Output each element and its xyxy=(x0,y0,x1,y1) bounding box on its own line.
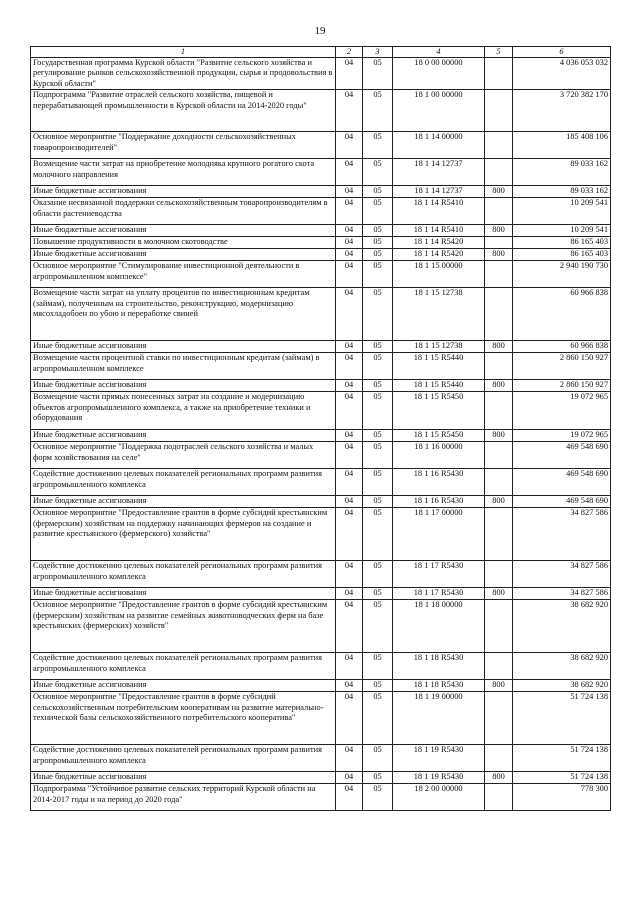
row-section: 04 xyxy=(336,186,363,198)
row-target-code: 18 1 17 R5430 xyxy=(393,561,485,588)
row-section: 04 xyxy=(336,588,363,600)
row-amount: 19 072 965 xyxy=(513,392,611,430)
row-target-code: 18 1 18 00000 xyxy=(393,600,485,653)
row-subsection: 05 xyxy=(363,90,393,132)
row-section: 04 xyxy=(336,772,363,784)
row-target-code: 18 1 16 00000 xyxy=(393,442,485,469)
table-row xyxy=(31,442,611,469)
row-expense-type: 800 xyxy=(485,588,513,600)
row-amount: 2 860 150 927 xyxy=(513,380,611,392)
row-subsection: 05 xyxy=(363,600,393,653)
row-expense-type xyxy=(485,90,513,132)
row-amount: 89 033 162 xyxy=(513,186,611,198)
row-section: 04 xyxy=(336,90,363,132)
row-amount: 51 724 138 xyxy=(513,692,611,745)
row-subsection: 05 xyxy=(363,237,393,249)
table-row xyxy=(31,469,611,496)
table-row xyxy=(31,249,611,261)
row-section: 04 xyxy=(336,353,363,380)
row-expense-type xyxy=(485,600,513,653)
row-subsection: 05 xyxy=(363,341,393,353)
row-expense-type: 800 xyxy=(485,680,513,692)
row-subsection: 05 xyxy=(363,261,393,288)
row-expense-type xyxy=(485,159,513,186)
row-target-code: 18 1 18 R5430 xyxy=(393,653,485,680)
row-subsection: 05 xyxy=(363,745,393,772)
row-target-code: 18 1 14 R5420 xyxy=(393,249,485,261)
row-amount: 2 860 150 927 xyxy=(513,353,611,380)
row-section: 04 xyxy=(336,237,363,249)
row-amount: 60 966 838 xyxy=(513,341,611,353)
row-target-code: 18 2 00 00000 xyxy=(393,784,485,811)
row-target-code: 18 1 14 R5410 xyxy=(393,198,485,225)
table-row xyxy=(31,58,611,90)
row-name: Иные бюджетные ассигнования xyxy=(31,341,336,353)
row-target-code: 18 1 15 R5450 xyxy=(393,392,485,430)
row-subsection: 05 xyxy=(363,442,393,469)
table-row xyxy=(31,237,611,249)
table-row xyxy=(31,588,611,600)
row-amount: 51 724 138 xyxy=(513,772,611,784)
row-name: Возмещение части прямых понесенных затрат на создание и модернизацию объектов агропромышленного комплекса, а также на приобретение техники и оборудования xyxy=(31,392,336,430)
page-number: 19 xyxy=(314,25,326,37)
row-expense-type xyxy=(485,442,513,469)
row-subsection: 05 xyxy=(363,159,393,186)
col-header-target-code: 4 xyxy=(393,47,485,58)
row-target-code: 18 1 14 R5410 xyxy=(393,225,485,237)
row-amount: 38 682 920 xyxy=(513,680,611,692)
row-target-code: 18 1 17 00000 xyxy=(393,508,485,561)
row-section: 04 xyxy=(336,442,363,469)
row-section: 04 xyxy=(336,132,363,159)
row-amount: 469 548 690 xyxy=(513,442,611,469)
row-name: Основное мероприятие "Поддержание доходности сельскохозяйственных товаропроизводителей" xyxy=(31,132,336,159)
row-subsection: 05 xyxy=(363,496,393,508)
row-amount: 469 548 690 xyxy=(513,469,611,496)
row-amount: 469 548 690 xyxy=(513,496,611,508)
budget-table xyxy=(30,46,611,811)
row-amount: 10 209 541 xyxy=(513,198,611,225)
header-row xyxy=(31,47,611,58)
col-header-amount: 6 xyxy=(513,47,611,58)
row-subsection: 05 xyxy=(363,561,393,588)
row-section: 04 xyxy=(336,745,363,772)
table-row xyxy=(31,392,611,430)
table-row xyxy=(31,90,611,132)
table-row xyxy=(31,132,611,159)
row-section: 04 xyxy=(336,430,363,442)
row-target-code: 18 1 15 00000 xyxy=(393,261,485,288)
row-expense-type xyxy=(485,237,513,249)
row-name: Основное мероприятие "Стимулирование инвестиционной деятельности в агропромышленном комплексе" xyxy=(31,261,336,288)
row-section: 04 xyxy=(336,496,363,508)
row-name: Содействие достижению целевых показателей региональных программ развития агропромышленного комплекса xyxy=(31,745,336,772)
row-section: 04 xyxy=(336,341,363,353)
row-section: 04 xyxy=(336,159,363,186)
table-row xyxy=(31,225,611,237)
row-target-code: 18 1 14 R5420 xyxy=(393,237,485,249)
row-subsection: 05 xyxy=(363,653,393,680)
row-section: 04 xyxy=(336,288,363,341)
row-name: Содействие достижению целевых показателей региональных программ развития агропромышленного комплекса xyxy=(31,653,336,680)
row-target-code: 18 1 15 R5440 xyxy=(393,380,485,392)
row-section: 04 xyxy=(336,600,363,653)
row-section: 04 xyxy=(336,198,363,225)
row-expense-type xyxy=(485,353,513,380)
table-row xyxy=(31,261,611,288)
row-amount: 60 966 838 xyxy=(513,288,611,341)
row-subsection: 05 xyxy=(363,380,393,392)
row-expense-type: 800 xyxy=(485,186,513,198)
row-name: Содействие достижению целевых показателей региональных программ развития агропромышленного комплекса xyxy=(31,469,336,496)
table-row xyxy=(31,561,611,588)
row-name: Основное мероприятие "Предоставление грантов в форме субсидий крестьянским (фермерским) хозяйствам на поддержку начинающих фермеров на создание и развитие крестьянского (фермерского) хозяйства" xyxy=(31,508,336,561)
row-target-code: 18 1 14 00000 xyxy=(393,132,485,159)
row-subsection: 05 xyxy=(363,692,393,745)
row-expense-type xyxy=(485,745,513,772)
row-amount: 3 720 382 170 xyxy=(513,90,611,132)
row-section: 04 xyxy=(336,680,363,692)
row-amount: 86 165 403 xyxy=(513,237,611,249)
row-expense-type xyxy=(485,288,513,341)
row-name: Иные бюджетные ассигнования xyxy=(31,772,336,784)
row-target-code: 18 1 16 R5430 xyxy=(393,496,485,508)
table-row xyxy=(31,430,611,442)
row-expense-type xyxy=(485,198,513,225)
row-expense-type: 800 xyxy=(485,496,513,508)
row-section: 04 xyxy=(336,508,363,561)
row-expense-type xyxy=(485,58,513,90)
row-subsection: 05 xyxy=(363,392,393,430)
row-target-code: 18 0 00 00000 xyxy=(393,58,485,90)
row-amount: 10 209 541 xyxy=(513,225,611,237)
row-amount: 34 827 586 xyxy=(513,588,611,600)
row-amount: 34 827 586 xyxy=(513,561,611,588)
row-expense-type: 800 xyxy=(485,772,513,784)
row-section: 04 xyxy=(336,261,363,288)
row-target-code: 18 1 18 R5430 xyxy=(393,680,485,692)
row-subsection: 05 xyxy=(363,588,393,600)
table-row xyxy=(31,186,611,198)
row-subsection: 05 xyxy=(363,430,393,442)
row-target-code: 18 1 19 R5430 xyxy=(393,745,485,772)
row-name: Основное мероприятие "Предоставление грантов в форме субсидий сельскохозяйственным потребительским кооперативам на развитие материально-технической базы сельскохозяйственного потребительского кооператива" xyxy=(31,692,336,745)
row-amount: 86 165 403 xyxy=(513,249,611,261)
table-row xyxy=(31,508,611,561)
col-header-expense-type: 5 xyxy=(485,47,513,58)
row-amount: 38 682 920 xyxy=(513,600,611,653)
row-section: 04 xyxy=(336,249,363,261)
row-amount: 34 827 586 xyxy=(513,508,611,561)
row-name: Иные бюджетные ассигнования xyxy=(31,225,336,237)
row-expense-type xyxy=(485,508,513,561)
table-row xyxy=(31,288,611,341)
row-section: 04 xyxy=(336,225,363,237)
row-name: Подпрограмма "Развитие отраслей сельского хозяйства, пищевой и перерабатывающей промышленности в Курской области на 2014-2020 годы" xyxy=(31,90,336,132)
row-section: 04 xyxy=(336,561,363,588)
row-expense-type: 800 xyxy=(485,249,513,261)
row-name: Иные бюджетные ассигнования xyxy=(31,249,336,261)
col-header-section: 2 xyxy=(336,47,363,58)
row-section: 04 xyxy=(336,784,363,811)
row-name: Содействие достижению целевых показателей региональных программ развития агропромышленного комплекса xyxy=(31,561,336,588)
table-row xyxy=(31,159,611,186)
row-target-code: 18 1 14 12737 xyxy=(393,186,485,198)
row-name: Основное мероприятие "Поддержка подотраслей сельского хозяйства и малых форм хозяйствования на селе" xyxy=(31,442,336,469)
row-name: Возмещение части затрат на приобретение молодняка крупного рогатого скота молочного направления xyxy=(31,159,336,186)
row-amount: 51 724 138 xyxy=(513,745,611,772)
row-expense-type xyxy=(485,261,513,288)
row-name: Иные бюджетные ассигнования xyxy=(31,380,336,392)
row-subsection: 05 xyxy=(363,353,393,380)
row-amount: 38 682 920 xyxy=(513,653,611,680)
row-subsection: 05 xyxy=(363,186,393,198)
row-section: 04 xyxy=(336,469,363,496)
row-name: Основное мероприятие "Предоставление грантов в форме субсидий крестьянским (фермерским) хозяйствам на развитие семейных животноводческих ферм на базе крестьянских (фермерских) хозяйств" xyxy=(31,600,336,653)
row-amount: 185 408 106 xyxy=(513,132,611,159)
row-name: Иные бюджетные ассигнования xyxy=(31,186,336,198)
table-row xyxy=(31,772,611,784)
row-amount: 19 072 965 xyxy=(513,430,611,442)
row-section: 04 xyxy=(336,380,363,392)
row-expense-type xyxy=(485,561,513,588)
row-subsection: 05 xyxy=(363,225,393,237)
row-target-code: 18 1 17 R5430 xyxy=(393,588,485,600)
row-section: 04 xyxy=(336,653,363,680)
row-amount: 2 940 190 730 xyxy=(513,261,611,288)
table-row xyxy=(31,353,611,380)
row-name: Возмещение части затрат на уплату процентов по инвестиционным кредитам (займам), полученным на строительство, реконструкцию, модернизацию мясохладобоен по убою и переработке свиней xyxy=(31,288,336,341)
table-row xyxy=(31,496,611,508)
col-header-subsection: 3 xyxy=(363,47,393,58)
table-row xyxy=(31,380,611,392)
table-row xyxy=(31,653,611,680)
table-row xyxy=(31,692,611,745)
row-amount: 4 036 053 032 xyxy=(513,58,611,90)
table-row xyxy=(31,341,611,353)
row-expense-type: 800 xyxy=(485,380,513,392)
row-name: Иные бюджетные ассигнования xyxy=(31,680,336,692)
row-target-code: 18 1 15 R5440 xyxy=(393,353,485,380)
row-expense-type: 800 xyxy=(485,341,513,353)
row-section: 04 xyxy=(336,58,363,90)
row-target-code: 18 1 14 12737 xyxy=(393,159,485,186)
row-target-code: 18 1 15 12738 xyxy=(393,288,485,341)
row-expense-type: 800 xyxy=(485,225,513,237)
row-name: Подпрограмма "Устойчивое развитие сельских территорий Курской области на 2014-2017 годы и на период до 2020 года" xyxy=(31,784,336,811)
row-expense-type xyxy=(485,692,513,745)
row-name: Возмещение части процентной ставки по инвестиционным кредитам (займам) в агропромышленном комплексе xyxy=(31,353,336,380)
row-name: Иные бюджетные ассигнования xyxy=(31,496,336,508)
table-row xyxy=(31,198,611,225)
row-subsection: 05 xyxy=(363,288,393,341)
row-name: Оказание несвязанной поддержки сельскохозяйственным товаропроизводителям в области растениеводства xyxy=(31,198,336,225)
table-row xyxy=(31,784,611,811)
row-target-code: 18 1 00 00000 xyxy=(393,90,485,132)
row-expense-type xyxy=(485,469,513,496)
row-target-code: 18 1 16 R5430 xyxy=(393,469,485,496)
row-amount: 778 300 xyxy=(513,784,611,811)
row-subsection: 05 xyxy=(363,508,393,561)
row-target-code: 18 1 19 R5430 xyxy=(393,772,485,784)
row-target-code: 18 1 15 R5450 xyxy=(393,430,485,442)
table-row xyxy=(31,745,611,772)
row-expense-type: 800 xyxy=(485,430,513,442)
row-expense-type xyxy=(485,132,513,159)
row-subsection: 05 xyxy=(363,249,393,261)
row-subsection: 05 xyxy=(363,469,393,496)
row-section: 04 xyxy=(336,392,363,430)
row-subsection: 05 xyxy=(363,132,393,159)
table-row xyxy=(31,600,611,653)
row-expense-type xyxy=(485,392,513,430)
row-expense-type xyxy=(485,784,513,811)
row-expense-type xyxy=(485,653,513,680)
row-subsection: 05 xyxy=(363,772,393,784)
row-name: Повышение продуктивности в молочном скотоводстве xyxy=(31,237,336,249)
row-amount: 89 033 162 xyxy=(513,159,611,186)
table-row xyxy=(31,680,611,692)
row-name: Государственная программа Курской области "Развитие сельского хозяйства и регулирование рынков сельскохозяйственной продукции, сырья и продовольствия в Курской области" xyxy=(31,58,336,90)
row-name: Иные бюджетные ассигнования xyxy=(31,588,336,600)
col-header-name: 1 xyxy=(31,47,336,58)
row-section: 04 xyxy=(336,692,363,745)
row-subsection: 05 xyxy=(363,680,393,692)
row-subsection: 05 xyxy=(363,198,393,225)
row-target-code: 18 1 19 00000 xyxy=(393,692,485,745)
row-name: Иные бюджетные ассигнования xyxy=(31,430,336,442)
row-subsection: 05 xyxy=(363,784,393,811)
row-subsection: 05 xyxy=(363,58,393,90)
row-target-code: 18 1 15 12738 xyxy=(393,341,485,353)
